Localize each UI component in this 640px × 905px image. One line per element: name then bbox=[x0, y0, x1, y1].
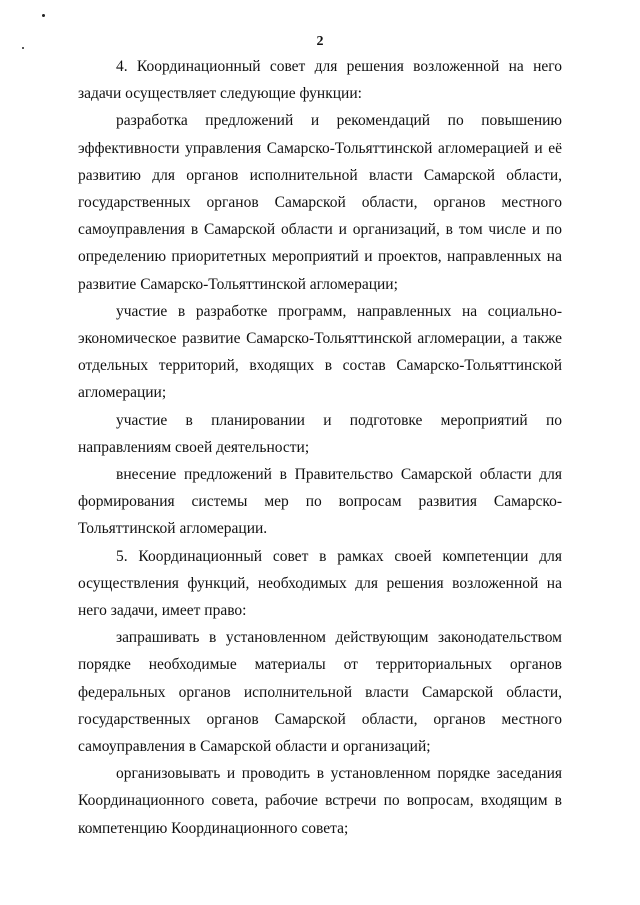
paragraph-item-5: 5. Координационный совет в рамках своей компетенции для осуществления функций, необходимых для решения возложенной на него задачи, имеет право: bbox=[78, 547, 562, 620]
paragraph-function-planning: участие в планировании и подготовке мероприятий по направлениям своей деятельности; bbox=[78, 411, 562, 456]
paragraph-function-proposals: разработка предложений и рекомендаций по повышению эффективности управления Самарско-Тольяттинской агломерацией и её развитию для органов исполнительной власти Самарской области, государственных органов Самарской области, органов местного самоуправления в Самарской области и организаций, в том числе и по определению приоритетных мероприятий и проектов, направленных на развитие Самарско-Тольяттинской агломерации; bbox=[78, 112, 562, 293]
paragraph-item-4: 4. Координационный совет для решения возложенной на него задачи осуществляет следующие функции: bbox=[78, 58, 562, 103]
paragraph-function-programs: участие в разработке программ, направленных на социально-экономическое развитие Самарско-Тольяттинской агломерации, а также отдельных территорий, входящих в состав Самарско-Тольяттинской агломерации; bbox=[78, 302, 562, 402]
paragraph-function-submission: внесение предложений в Правительство Самарской области для формирования системы мер по вопросам развития Самарско-Тольяттинской агломерации. bbox=[78, 466, 562, 538]
paragraph-right-request: запрашивать в установленном действующим законодательством порядке необходимые материалы от территориальных органов федеральных органов исполнительной власти Самарской области, государственных органов Самарской области, органов местного самоуправления в Самарской области и организаций; bbox=[78, 629, 562, 756]
page-number: 2 bbox=[316, 34, 324, 49]
paragraph-right-meetings: организовывать и проводить в установленном порядке заседания Координационного совета, рабочие встречи по вопросам, входящим в компетенцию Координационного совета; bbox=[78, 765, 562, 837]
scan-speck bbox=[42, 14, 45, 17]
document-body bbox=[78, 53, 562, 842]
